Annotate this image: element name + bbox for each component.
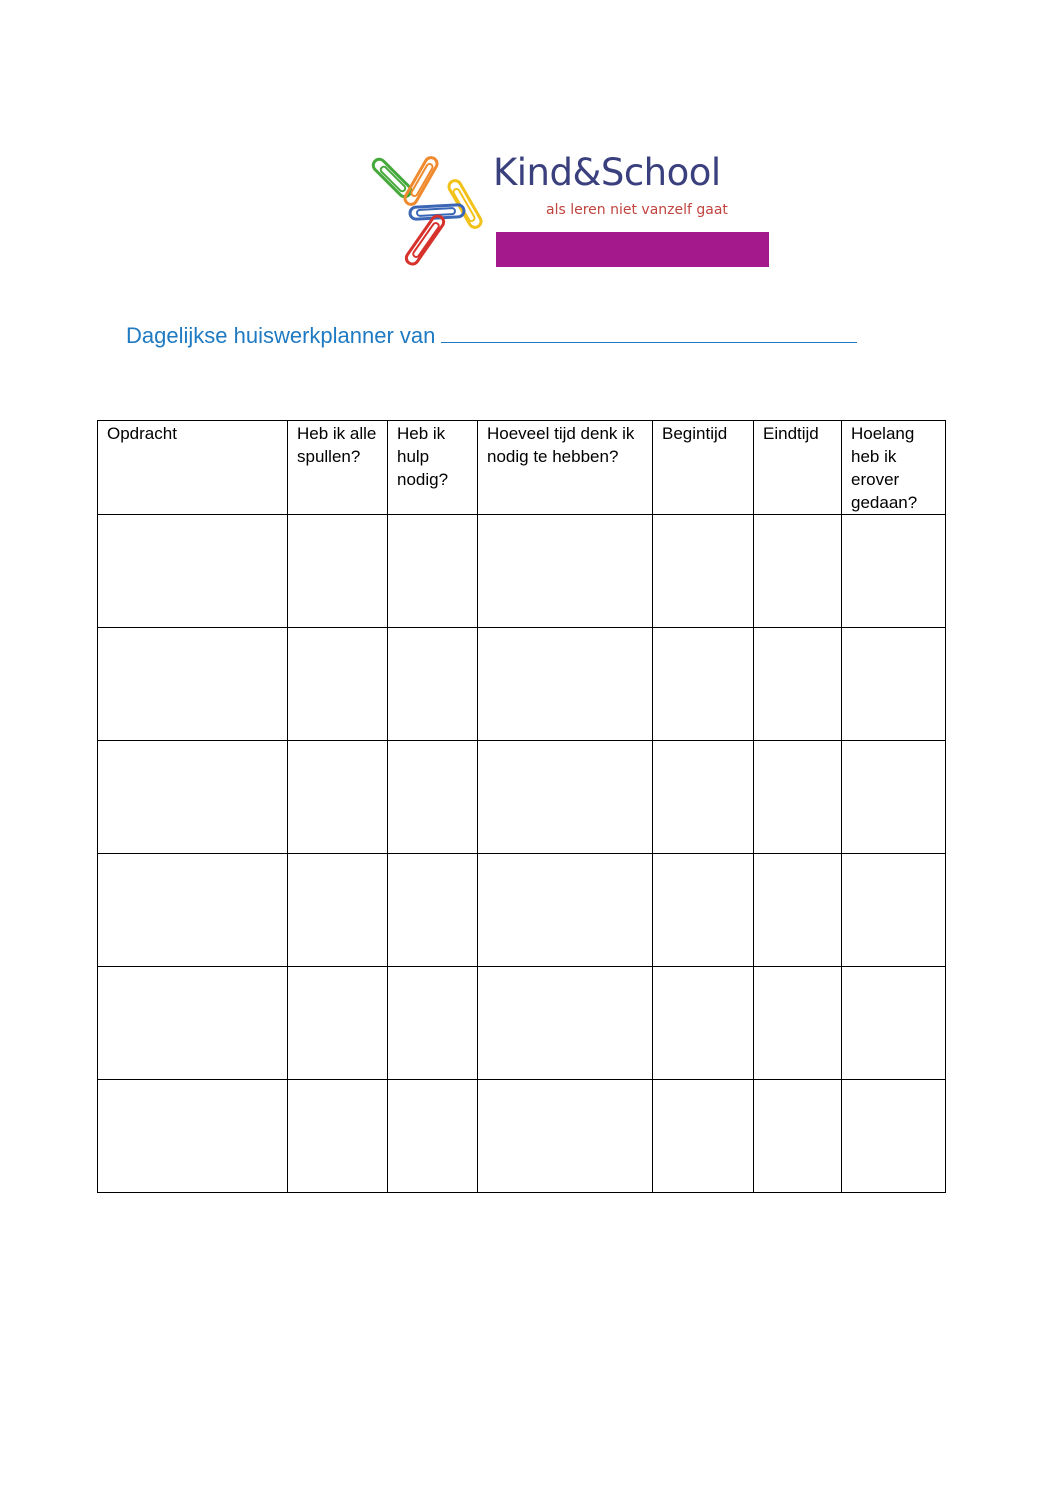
table-cell [288,515,388,628]
column-header-opdracht: Opdracht [98,421,288,515]
table-cell [478,967,653,1080]
table-cell [388,1080,478,1193]
table-cell [388,515,478,628]
table-cell [478,854,653,967]
column-header-hoelang: Hoelang heb ik erover gedaan? [842,421,946,515]
paperclip-red-icon [404,214,446,267]
brand-color-bar [496,232,769,267]
table-cell [478,1080,653,1193]
table-cell [842,628,946,741]
table-row [98,967,946,1080]
table-cell [653,967,754,1080]
kind-en-school-logo [365,148,775,273]
table-cell [388,628,478,741]
table-cell [98,1080,288,1193]
table-row [98,741,946,854]
table-cell [842,741,946,854]
table-cell [288,741,388,854]
paperclips-icon [365,148,490,273]
table-cell [754,628,842,741]
column-header-begintijd: Begintijd [653,421,754,515]
column-header-tijd-nodig: Hoeveel tijd denk ik nodig te hebben? [478,421,653,515]
table-cell [754,967,842,1080]
table-cell [842,1080,946,1193]
table-cell [653,854,754,967]
table-cell [478,515,653,628]
table-cell [98,854,288,967]
table-cell [98,741,288,854]
table-row [98,628,946,741]
name-fill-line [441,320,857,343]
table-cell [388,854,478,967]
table-cell [754,741,842,854]
table-cell [478,741,653,854]
brand-tagline: als leren niet vanzelf gaat [546,202,728,218]
table-cell [288,967,388,1080]
table-cell [754,854,842,967]
table-cell [388,967,478,1080]
planner-title [126,320,857,349]
brand-name: Kind&School [493,151,721,194]
homework-planner-table [97,420,946,1193]
table-cell [653,741,754,854]
table-cell [478,628,653,741]
table-cell [653,515,754,628]
table-cell [754,515,842,628]
column-header-eindtijd: Eindtijd [754,421,842,515]
column-header-hulp: Heb ik hulp nodig? [388,421,478,515]
table-cell [842,854,946,967]
planner-body [98,515,946,1193]
header-row [98,421,946,515]
table-row [98,1080,946,1193]
table-cell [842,515,946,628]
paperclip-orange-icon [403,155,439,206]
table-row [98,854,946,967]
table-cell [653,1080,754,1193]
table-cell [98,967,288,1080]
table-cell [754,1080,842,1193]
table-cell [842,967,946,1080]
column-header-spullen: Heb ik alle spullen? [288,421,388,515]
table-cell [98,515,288,628]
table-cell [288,854,388,967]
table-cell [288,628,388,741]
table-row [98,515,946,628]
planner-title-text: Dagelijkse huiswerkplanner van [126,323,436,348]
table-cell [388,741,478,854]
table-cell [288,1080,388,1193]
table-cell [98,628,288,741]
table-cell [653,628,754,741]
